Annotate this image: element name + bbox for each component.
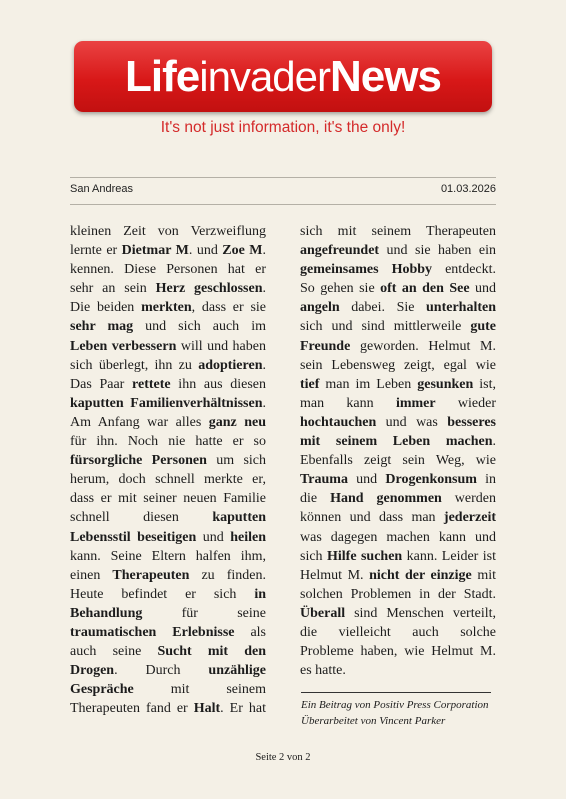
article-text: sich	[300, 548, 327, 564]
meta-bar	[70, 183, 496, 195]
lifeinvader-news-logo	[74, 41, 492, 112]
signature-divider	[301, 692, 491, 693]
signature-block	[301, 697, 489, 729]
article-text: .	[262, 243, 267, 259]
article-line	[70, 699, 266, 718]
article-text-bold: Zoe M	[222, 243, 263, 259]
article-line	[300, 604, 496, 623]
article-line	[70, 222, 266, 241]
article-text: man im Leben	[319, 376, 418, 392]
article-text: , dass er sie	[191, 300, 267, 316]
article-line	[70, 528, 266, 547]
header-rule-top	[70, 177, 496, 178]
article-line	[300, 432, 496, 451]
article-text: herum, doch schnell merkte er,	[70, 472, 266, 488]
article-text: Heute befindet er sich	[70, 586, 255, 602]
article-text-bold: immer	[395, 395, 436, 411]
article-column-right	[300, 222, 496, 680]
article-text: und sich auch im	[133, 319, 266, 335]
article-text: Das Paar	[70, 376, 133, 392]
article-text: um sich	[206, 453, 266, 469]
article-text: dass er mit seiner neuen Familie	[70, 491, 266, 507]
article-text: .	[262, 395, 266, 411]
article-text: .	[492, 434, 496, 450]
article-line	[300, 394, 496, 413]
article-text: und sie haben ein	[379, 243, 496, 259]
article-text: sich mit seinem Therapeuten	[300, 224, 496, 239]
article-column-left	[70, 222, 266, 718]
article-text-bold: Herz geschlossen	[155, 281, 263, 297]
article-text: . und	[188, 243, 223, 259]
article-line	[70, 260, 266, 279]
article-text: in	[476, 472, 497, 488]
article-text-bold: heilen	[230, 529, 267, 545]
header-rule-bottom	[70, 204, 496, 205]
article-text: Die beiden	[70, 300, 142, 316]
article-text-bold: Gespräche	[70, 682, 134, 698]
article-text: mit	[471, 567, 496, 583]
article-text: was dagegen machen kann und	[300, 529, 496, 545]
article-text-bold: oft an den See	[380, 281, 470, 297]
article-line	[70, 413, 266, 432]
article-line	[300, 260, 496, 279]
article-text-bold: tief	[300, 376, 320, 392]
article-line	[70, 508, 266, 527]
article-text-bold: angefreundet	[300, 243, 380, 259]
article-text: . Er hat	[220, 701, 266, 717]
article-text-bold: merkten	[141, 300, 192, 316]
article-text-bold: besseres	[447, 414, 496, 430]
article-line	[70, 279, 266, 298]
article-text-bold: Therapeuten	[112, 567, 190, 583]
article-text-bold: mit seinem Leben machen	[300, 434, 493, 450]
article-text-bold: Hilfe suchen	[327, 548, 403, 564]
article-line	[70, 470, 266, 489]
article-text: dabei. Sie	[339, 300, 426, 316]
article-text: zu finden.	[189, 567, 266, 583]
article-line	[300, 356, 496, 375]
article-line	[300, 298, 496, 317]
article-line	[300, 623, 496, 642]
article-line	[300, 489, 496, 508]
article-text-bold: Lebensstil beseitigen	[70, 529, 197, 545]
article-text-bold: Sucht mit den	[157, 644, 266, 660]
article-text: auch seine	[70, 644, 158, 660]
article-line	[300, 222, 496, 241]
article-text: sehr an sein	[70, 281, 156, 297]
article-text: mit seinem	[133, 682, 266, 698]
article-line	[70, 375, 266, 394]
article-text: sein Lebensweg zeigt, egal wie	[300, 357, 496, 373]
article-line	[70, 642, 266, 661]
article-text: und	[347, 472, 386, 488]
article-text-bold: gemeinsames Hobby	[300, 262, 433, 278]
article-line	[300, 337, 496, 356]
article-text-bold: sehr mag	[70, 319, 134, 335]
page-number: Seite 2 von 2	[255, 752, 311, 763]
article-text-bold: Freunde	[300, 338, 351, 354]
article-text: Ebenfalls zeigt sein Weg, wie	[300, 453, 496, 469]
article-line	[300, 413, 496, 432]
article-line	[70, 585, 266, 604]
article-line	[300, 642, 496, 661]
article-text-bold: nicht der einzige	[369, 567, 472, 583]
article-text-bold: ganz neu	[208, 414, 266, 430]
article-text-bold: Trauma	[300, 472, 348, 488]
article-text-bold: adoptieren	[198, 357, 263, 373]
article-text: solchen Problemen in der Stadt.	[300, 586, 496, 602]
article-text: . Durch	[114, 663, 209, 679]
article-text: für seine	[142, 605, 266, 621]
article-line	[70, 394, 266, 413]
article-line	[70, 566, 266, 585]
article-text: kann. Seine Eltern halfen ihm,	[70, 548, 266, 564]
article-text: werden	[441, 491, 496, 507]
article-line	[300, 279, 496, 298]
article-text: Probleme haben, wie Helmut M.	[300, 644, 496, 660]
article-text-bold: Drogen	[70, 663, 115, 679]
article-text-bold: angeln	[300, 300, 340, 316]
article-text: sich und sind mittlerweile	[300, 319, 471, 335]
article-line	[70, 623, 266, 642]
location-label: San Andreas	[70, 183, 133, 195]
article-text: die vielleicht auch solche	[300, 624, 496, 640]
article-line	[300, 585, 496, 604]
article-text: lernte er	[70, 243, 122, 259]
signature-credit: Ein Beitrag von Positiv Press Corporation	[301, 699, 489, 711]
article-line	[300, 470, 496, 489]
article-text: als	[234, 624, 266, 640]
article-text-bold: rettete	[132, 376, 171, 392]
article-text: können und dass man	[300, 510, 444, 526]
article-line	[300, 451, 496, 470]
article-line	[70, 547, 266, 566]
article-text: wieder	[435, 395, 496, 411]
article-text-bold: Drogenkonsum	[385, 472, 477, 488]
article-text: sich überlegt, ihn zu	[70, 357, 199, 373]
article-text-bold: jederzeit	[443, 510, 496, 526]
article-line	[70, 298, 266, 317]
article-text-bold: Halt	[193, 701, 221, 717]
article-text-bold: Behandlung	[70, 605, 143, 621]
article-text-bold: kaputten	[212, 510, 266, 526]
article-text: So gehen sie	[300, 281, 381, 297]
article-text-bold: kaputten Familienverhältnissen	[70, 395, 263, 411]
article-text: und was	[376, 414, 448, 430]
article-text-bold: Hand genommen	[330, 491, 442, 507]
article-line	[300, 547, 496, 566]
article-text: will und haben	[176, 338, 266, 354]
article-text-bold: traumatischen Erlebnisse	[70, 624, 235, 640]
logo-part-news: News	[330, 51, 441, 101]
article-text: für ihn. Noch nie hatte er so	[70, 434, 266, 450]
article-text: Helmut M.	[300, 567, 370, 583]
article-text-bold: fürsorgliche Personen	[70, 453, 207, 469]
article-text-bold: unterhalten	[426, 300, 496, 316]
article-line	[70, 241, 266, 260]
article-line	[300, 241, 496, 260]
article-text: kennen. Diese Personen hat er	[70, 262, 266, 278]
article-line	[70, 432, 266, 451]
article-line	[70, 337, 266, 356]
article-text: Am Anfang war alles	[70, 414, 209, 430]
article-line	[70, 356, 266, 375]
tagline: It's not just information, it's the only!	[160, 119, 406, 136]
logo-part-life: Life	[125, 51, 200, 101]
article-text: ihn aus diesen	[170, 376, 266, 392]
article-text-bold: gute	[470, 319, 496, 335]
article-line	[300, 528, 496, 547]
article-line	[300, 375, 496, 394]
article-text: und	[469, 281, 497, 297]
article-text: und	[196, 529, 231, 545]
article-text: schnell diesen	[70, 510, 213, 526]
article-text: sind Menschen verteilt,	[345, 605, 496, 621]
article-text: entdeckt.	[432, 262, 497, 278]
article-text-bold: Überall	[300, 605, 346, 621]
article-text: kann. Leider ist	[402, 548, 496, 564]
article-text: es hatte.	[300, 663, 346, 679]
article-text: die	[300, 491, 331, 507]
article-line	[300, 661, 496, 680]
article-line	[70, 317, 266, 336]
article-text-bold: hochtauchen	[300, 414, 377, 430]
article-text-bold: gesunken	[417, 376, 474, 392]
article-text: einen	[70, 567, 113, 583]
article-text: .	[262, 281, 266, 297]
logo-part-invader: invader	[199, 52, 331, 100]
article-text-bold: Leben verbessern	[70, 338, 177, 354]
article-text-bold: unzählige	[208, 663, 266, 679]
article-line	[70, 604, 266, 623]
article-line	[70, 451, 266, 470]
article-line	[70, 661, 266, 680]
article-line	[70, 680, 266, 699]
date-label: 01.03.2026	[440, 183, 496, 195]
article-line	[300, 566, 496, 585]
article-text: ist,	[473, 376, 496, 392]
article-text: Therapeuten fand er	[70, 701, 194, 717]
article-text-bold: in	[254, 586, 266, 602]
signature-editor: Überarbeitet von Vincent Parker	[301, 715, 446, 727]
article-line	[70, 489, 266, 508]
article-text: man kann	[300, 395, 396, 411]
article-text: geworden. Helmut M.	[350, 338, 496, 354]
article-line	[300, 317, 496, 336]
article-text-bold: Dietmar M	[121, 243, 189, 259]
article-text: .	[262, 357, 266, 373]
article-text: kleinen Zeit von Verzweiflung	[70, 224, 266, 239]
article-line	[300, 508, 496, 527]
